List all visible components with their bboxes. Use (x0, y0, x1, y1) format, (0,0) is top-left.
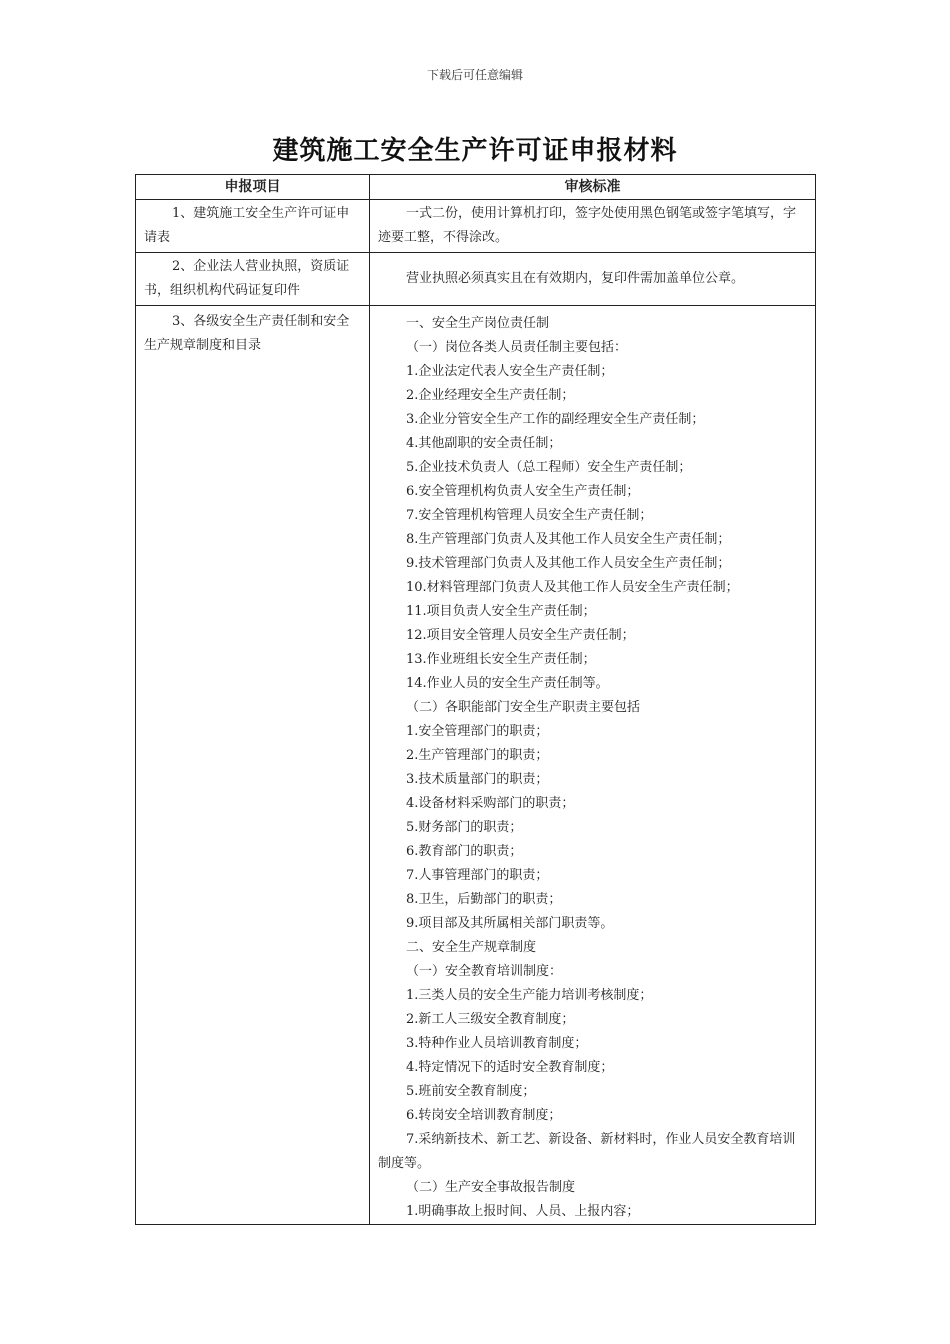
header-note: 下载后可任意编辑 (426, 68, 523, 82)
standard-list-line: （二）各职能部门安全生产职责主要包括 (406, 700, 641, 715)
standard-list-line: 2.新工人三级安全教育制度； (406, 1012, 575, 1027)
standard-list-line: 10.材料管理部门负责人及其他工作人员安全生产责任制； (406, 580, 739, 595)
standard-list-line: 3.技术质量部门的职责； (406, 772, 549, 787)
standard-list-line: 二、安全生产规章制度 (406, 940, 537, 955)
standard-list-line: （二）生产安全事故报告制度 (406, 1180, 576, 1195)
standard-list-line: 4.特定情况下的适时安全教育制度； (406, 1060, 614, 1075)
standard-list-line: 1.三类人员的安全生产能力培训考核制度； (406, 988, 653, 1003)
standard-list-line: 11.项目负责人安全生产责任制； (406, 604, 596, 619)
standard-list-line: 5.财务部门的职责； (406, 820, 523, 835)
standard-cell: 营业执照必须真实且在有效期内，复印件需加盖单位公章。 (370, 253, 816, 306)
item-cell: 1、建筑施工安全生产许可证申请表 (136, 200, 370, 253)
column-header-standard: 审核标准 (370, 175, 816, 200)
standard-list-line: 6.安全管理机构负责人安全生产责任制； (406, 484, 640, 499)
standard-cell (370, 306, 816, 1225)
standard-list-line: 6.转岗安全培训教育制度； (406, 1108, 562, 1123)
standard-list-line: 6.教育部门的职责； (406, 844, 523, 859)
table-header-row (136, 175, 816, 200)
column-header-item: 申报项目 (136, 175, 370, 200)
item-cell: 3、各级安全生产责任制和安全生产规章制度和目录 (136, 306, 370, 1225)
standard-list-line: 14.作业人员的安全生产责任制等。 (406, 676, 609, 691)
standard-list-line: 3.企业分管安全生产工作的副经理安全生产责任制； (406, 412, 705, 427)
standard-list-line: 13.作业班组长安全生产责任制； (406, 652, 596, 667)
standard-list-line: 2.生产管理部门的职责； (406, 748, 549, 763)
table-row (136, 253, 816, 306)
standard-list-line: 7.采纳新技术、新工艺、新设备、新材料时，作业人员安全教育培训制度等。 (378, 1132, 796, 1171)
standard-cell: 一式二份，使用计算机打印，签字处使用黑色钢笔或签字笔填写，字迹要工整，不得涂改。 (370, 200, 816, 253)
document-title: 建筑施工安全生产许可证申报材料 (272, 136, 678, 166)
standard-list-line: 8.生产管理部门负责人及其他工作人员安全生产责任制； (406, 532, 731, 547)
table-row (136, 306, 816, 1225)
application-materials-table (135, 174, 816, 1225)
standard-list-line: 7.人事管理部门的职责； (406, 868, 549, 883)
standard-list-line: 1.安全管理部门的职责； (406, 724, 549, 739)
standard-list-line: 4.其他副职的安全责任制； (406, 436, 562, 451)
standard-list-line: 4.设备材料采购部门的职责； (406, 796, 575, 811)
standard-list-line: 5.班前安全教育制度； (406, 1084, 536, 1099)
standard-list-line: 1.企业法定代表人安全生产责任制； (406, 364, 614, 379)
standard-list-line: 1.明确事故上报时间、人员、上报内容； (406, 1204, 640, 1219)
item-cell: 2、企业法人营业执照，资质证书，组织机构代码证复印件 (136, 253, 370, 306)
standard-list-line: 7.安全管理机构管理人员安全生产责任制； (406, 508, 653, 523)
standard-list (378, 312, 807, 1224)
standard-list-line: 9.项目部及其所属相关部门职责等。 (406, 916, 614, 931)
standard-list-line: 9.技术管理部门负责人及其他工作人员安全生产责任制； (406, 556, 731, 571)
standard-list-line: 3.特种作业人员培训教育制度； (406, 1036, 588, 1051)
standard-list-line: （一）安全教育培训制度： (406, 964, 563, 979)
standard-list-line: 8.卫生，后勤部门的职责； (406, 892, 562, 907)
standard-list-line: 一、安全生产岗位责任制 (406, 316, 550, 331)
standard-list-line: 5.企业技术负责人（总工程师）安全生产责任制； (406, 460, 692, 475)
standard-list-line: 2.企业经理安全生产责任制； (406, 388, 575, 403)
standard-list-line: （一）岗位各类人员责任制主要包括： (406, 340, 628, 355)
table-row (136, 200, 816, 253)
standard-list-line: 12.项目安全管理人员安全生产责任制； (406, 628, 635, 643)
